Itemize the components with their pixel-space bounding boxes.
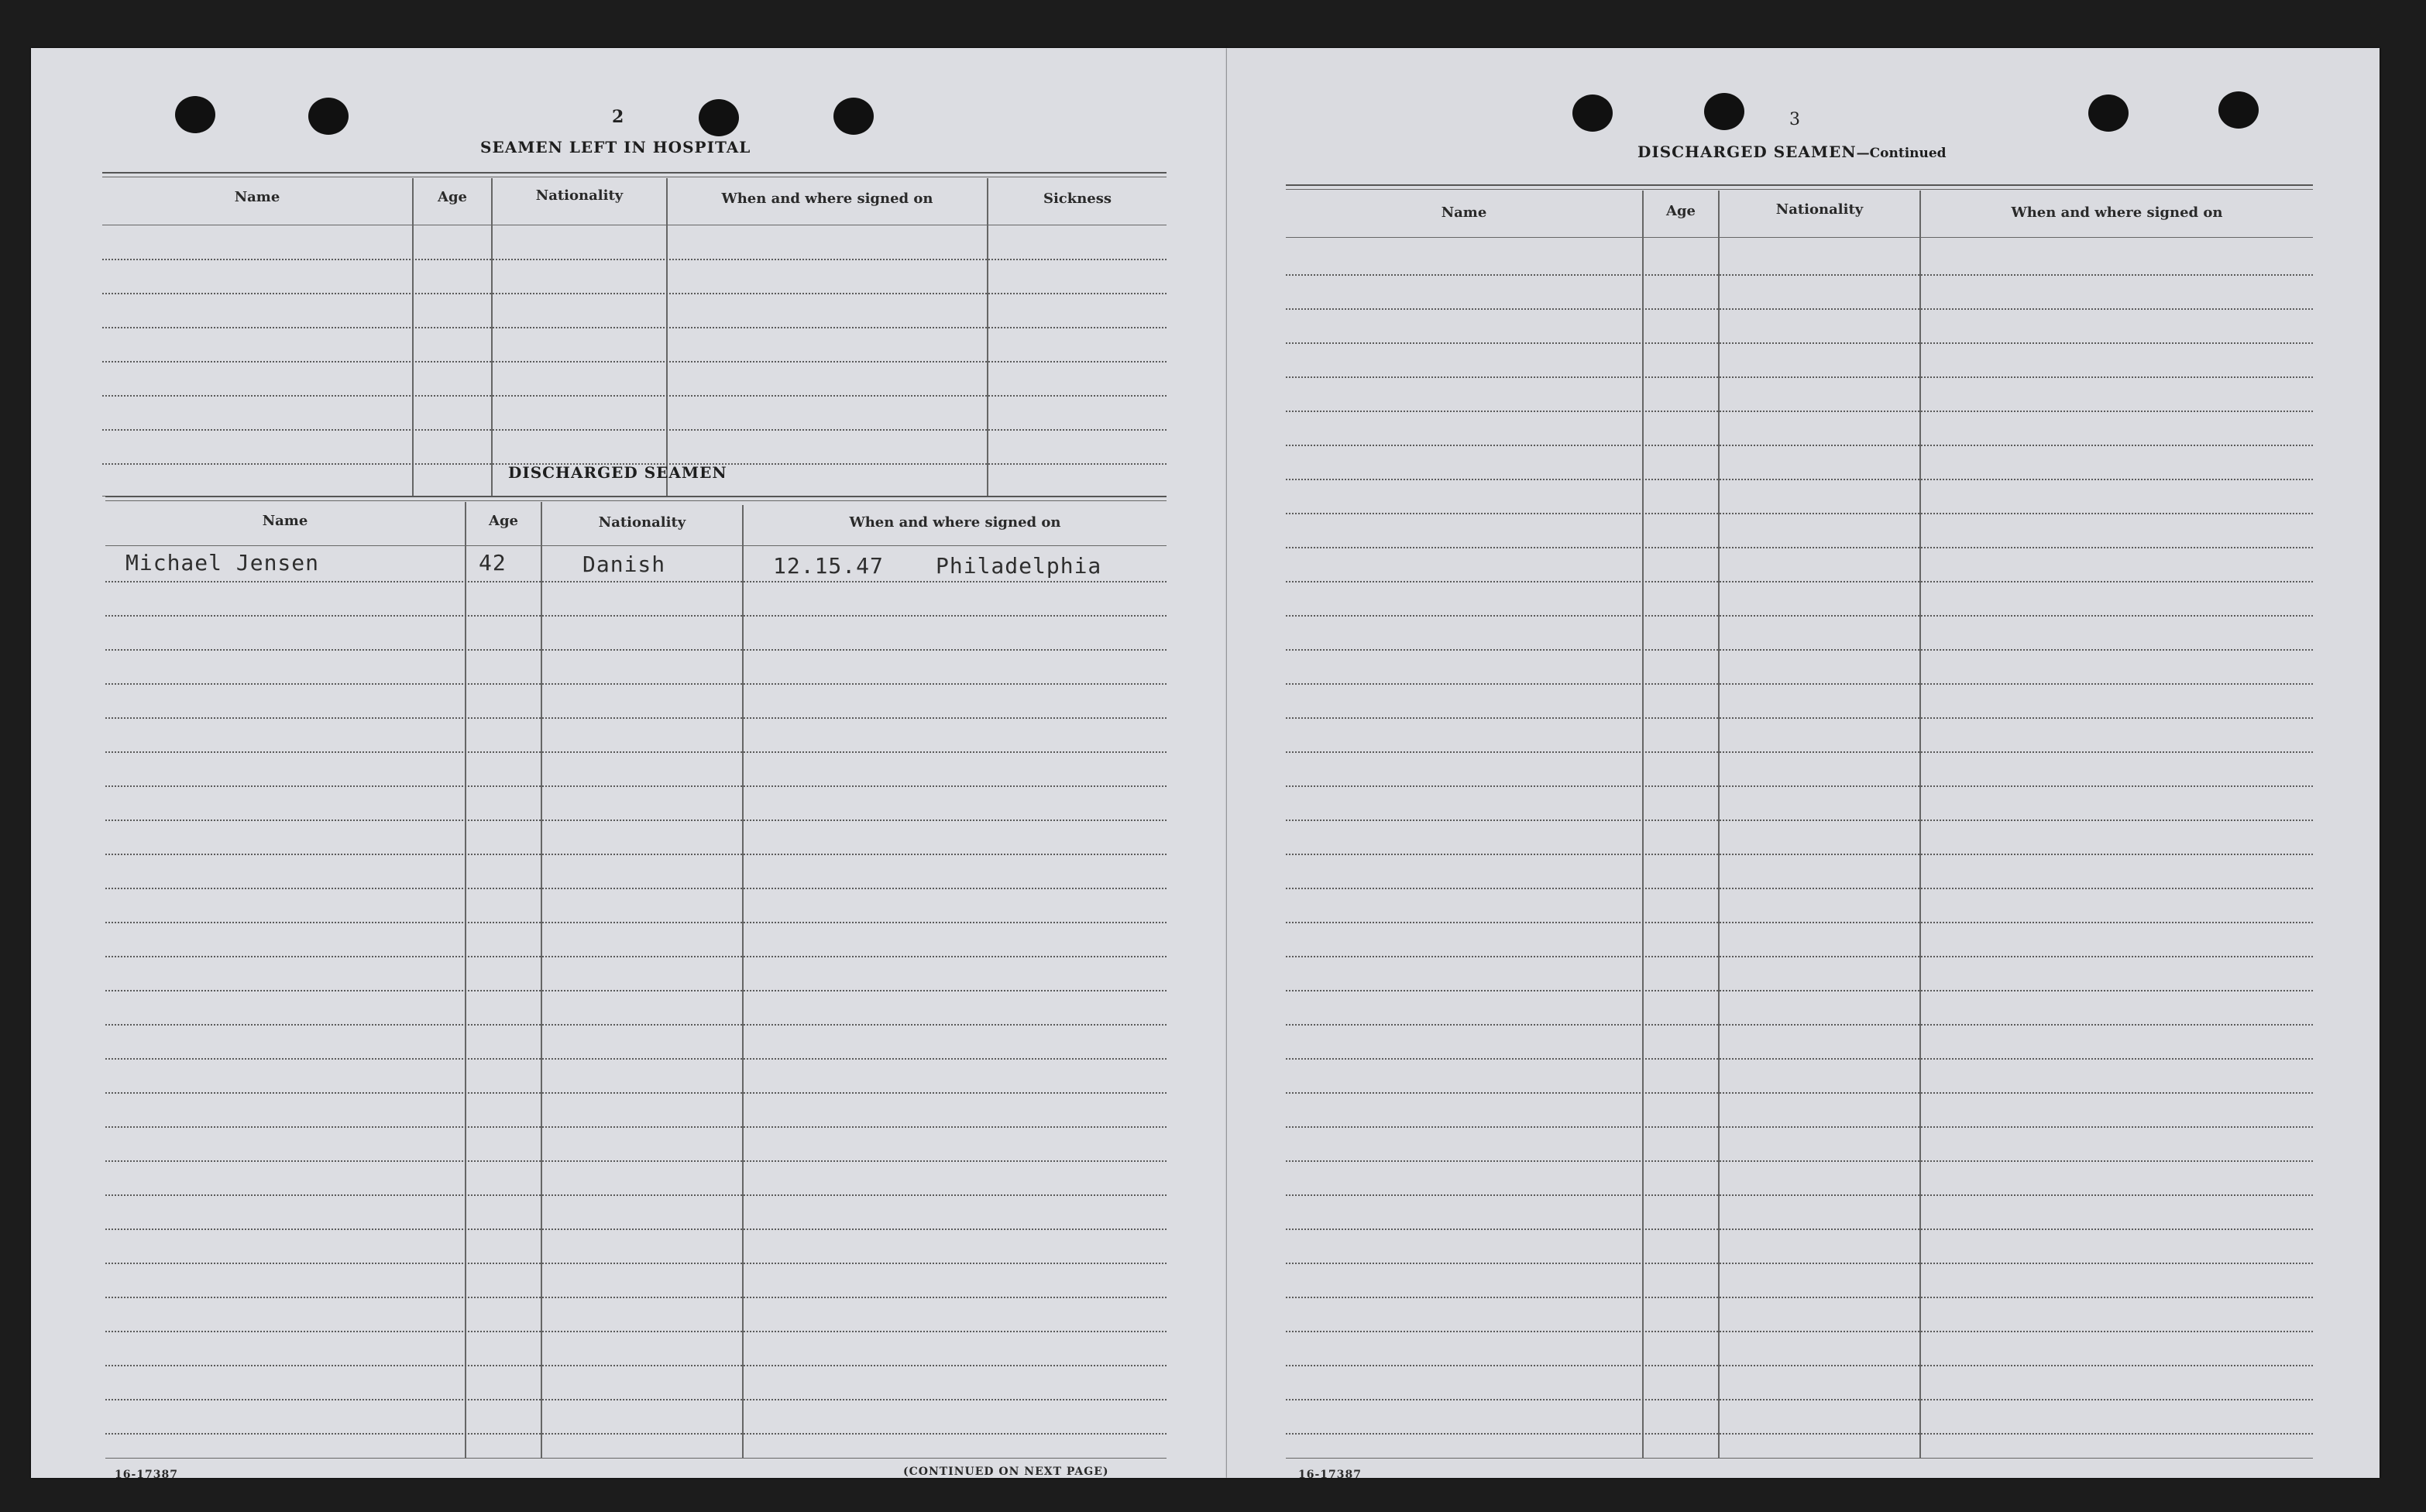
- row-line: [1286, 1365, 2313, 1366]
- row-line: [105, 751, 1167, 753]
- row-line: [1286, 1126, 2313, 1128]
- row-line: [102, 395, 1167, 397]
- row-line: [1286, 922, 2313, 923]
- column-header-age: Age: [1665, 203, 1696, 219]
- rule: [105, 496, 1167, 497]
- row-line: [105, 785, 1167, 787]
- title-text: DISCHARGED SEAMEN: [1637, 143, 1857, 161]
- row-line: [105, 820, 1167, 821]
- column-header-name: Name: [262, 513, 308, 529]
- column-header-when-where: When and where signed on: [2011, 204, 2223, 221]
- row-line: [1286, 547, 2313, 548]
- row-line: [1286, 1263, 2313, 1264]
- form-number: 16-17387: [1298, 1469, 1362, 1481]
- row-line: [105, 1365, 1167, 1366]
- column-divider: [666, 178, 668, 496]
- row-line: [105, 1433, 1167, 1435]
- row-line: [1286, 1433, 2313, 1435]
- row-line: [1286, 1194, 2313, 1196]
- row-line: [1286, 581, 2313, 582]
- title-suffix: —Continued: [1856, 146, 1947, 161]
- page-number: 3: [1789, 110, 1800, 129]
- row-line: [1286, 888, 2313, 889]
- column-divider: [465, 502, 466, 1458]
- punch-hole: [1704, 93, 1744, 130]
- row-line: [1286, 1024, 2313, 1026]
- rule: [1286, 1458, 2313, 1459]
- row-line: [102, 259, 1167, 260]
- row-line: [1286, 615, 2313, 617]
- row-line: [105, 1399, 1167, 1400]
- row-line: [102, 327, 1167, 328]
- column-header-age: Age: [437, 189, 467, 205]
- seaman-age: 42: [479, 550, 507, 576]
- column-header-nationality: Nationality: [598, 514, 686, 531]
- row-line: [1286, 751, 2313, 753]
- row-line: [1286, 479, 2313, 480]
- column-divider: [541, 502, 542, 1458]
- right-page: [1227, 48, 2380, 1481]
- row-line: [105, 1092, 1167, 1094]
- punch-hole: [699, 99, 739, 136]
- row-line: [1286, 1092, 2313, 1094]
- rule: [1286, 189, 2313, 190]
- row-line: [1286, 820, 2313, 821]
- column-header-nationality: Nationality: [1775, 201, 1864, 218]
- punch-hole: [1572, 94, 1613, 132]
- column-divider: [1718, 191, 1720, 1458]
- row-line: [105, 990, 1167, 991]
- row-line: [102, 361, 1167, 363]
- row-line: [105, 1194, 1167, 1196]
- rule: [1286, 184, 2313, 186]
- row-line: [105, 683, 1167, 685]
- punch-hole: [2088, 94, 2129, 132]
- punch-hole: [833, 98, 874, 135]
- header-rule: [1286, 237, 2313, 238]
- punch-hole: [175, 96, 215, 133]
- row-line: [1286, 513, 2313, 514]
- column-header-sickness: Sickness: [1043, 191, 1112, 207]
- signed-on-place: Philadelphia: [936, 553, 1102, 579]
- rule: [105, 1458, 1167, 1459]
- punch-hole: [308, 98, 349, 135]
- row-line: [1286, 445, 2313, 446]
- row-line: [1286, 1399, 2313, 1400]
- row-line: [1286, 274, 2313, 276]
- column-header-nationality: Nationality: [535, 187, 624, 204]
- row-line: [105, 956, 1167, 957]
- column-divider: [491, 178, 493, 496]
- page-number: 2: [612, 107, 624, 127]
- row-line: [105, 1024, 1167, 1026]
- row-line: [1286, 854, 2313, 855]
- row-line: [105, 1058, 1167, 1060]
- row-line: [1286, 990, 2313, 991]
- column-divider: [742, 505, 744, 1458]
- row-line: [1286, 785, 2313, 787]
- row-line: [105, 922, 1167, 923]
- discharged-section-title: DISCHARGED SEAMEN: [508, 463, 727, 482]
- rule: [105, 500, 1167, 501]
- row-line: [1286, 649, 2313, 651]
- row-line: [105, 1160, 1167, 1162]
- row-line: [102, 293, 1167, 294]
- row-line: [1286, 956, 2313, 957]
- row-line: [105, 1331, 1167, 1332]
- column-divider: [1642, 191, 1644, 1458]
- row-line: [105, 717, 1167, 719]
- row-line: [1286, 376, 2313, 378]
- row-line: [1286, 683, 2313, 685]
- row-line: [105, 1126, 1167, 1128]
- column-divider: [412, 178, 414, 496]
- row-line: [1286, 1297, 2313, 1298]
- row-line: [105, 615, 1167, 617]
- form-number: 16-17387: [115, 1469, 178, 1481]
- continued-note: (CONTINUED ON NEXT PAGE): [903, 1466, 1109, 1478]
- row-line: [105, 649, 1167, 651]
- column-header-when-where: When and where signed on: [721, 191, 933, 207]
- signed-on-date: 12.15.47: [773, 553, 884, 579]
- column-header-when-where: When and where signed on: [849, 514, 1061, 531]
- column-header-name: Name: [234, 189, 280, 205]
- left-page: [31, 48, 1227, 1481]
- seaman-nationality: Danish: [582, 552, 666, 577]
- row-line: [105, 581, 1167, 582]
- row-line: [105, 1297, 1167, 1298]
- row-line: [105, 1228, 1167, 1230]
- row-line: [105, 854, 1167, 855]
- row-line: [1286, 1331, 2313, 1332]
- row-line: [1286, 308, 2313, 310]
- row-line: [105, 1263, 1167, 1264]
- row-line: [1286, 342, 2313, 344]
- column-header-name: Name: [1441, 204, 1487, 221]
- rule: [102, 172, 1167, 174]
- row-line: [1286, 1058, 2313, 1060]
- column-divider: [1919, 191, 1921, 1458]
- row-line: [1286, 1160, 2313, 1162]
- row-line: [1286, 411, 2313, 412]
- row-line: [1286, 717, 2313, 719]
- row-line: [105, 888, 1167, 889]
- column-header-age: Age: [488, 513, 518, 529]
- punch-hole: [2218, 91, 2259, 129]
- row-line: [1286, 1228, 2313, 1230]
- hospital-section-title: SEAMEN LEFT IN HOSPITAL: [480, 138, 751, 156]
- header-rule: [105, 545, 1167, 546]
- seaman-name: Michael Jensen: [125, 550, 320, 576]
- row-line: [102, 429, 1167, 431]
- discharged-continued-title: [1637, 143, 1947, 161]
- column-divider: [987, 178, 988, 496]
